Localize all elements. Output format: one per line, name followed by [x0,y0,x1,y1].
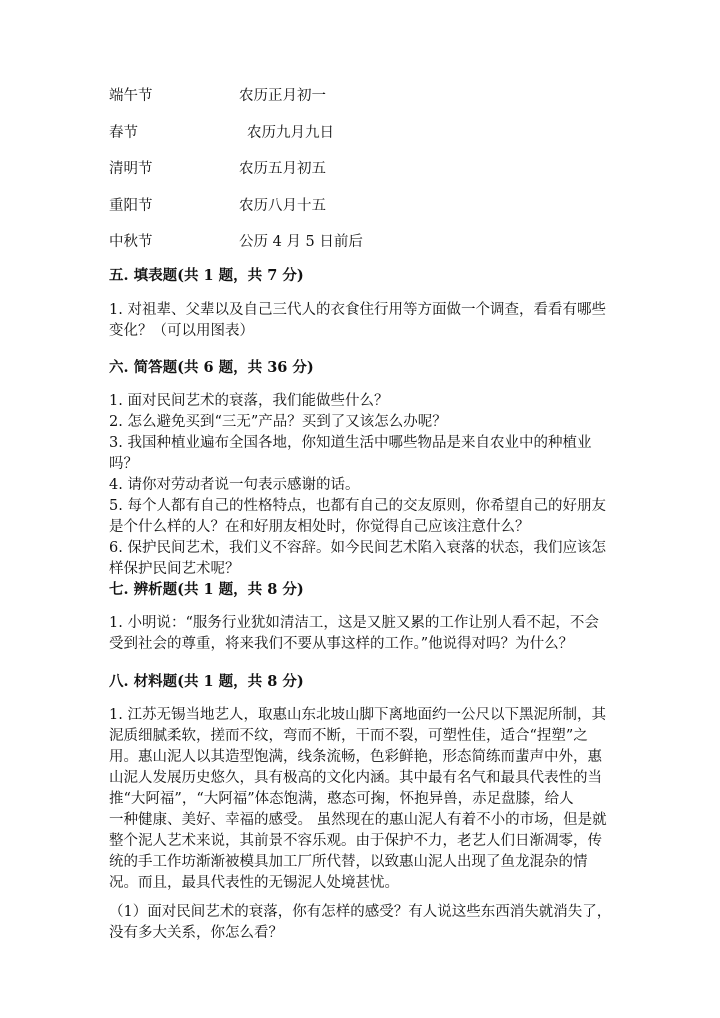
material-line: 泥质细腻柔软，搓而不纹，弯而不断，干而不裂，可塑性佳，适合“捏塑”之 [109,728,588,744]
question-line: （1）面对民间艺术的衰落，你有怎样的感受？有人说这些东西消失就消失了， [109,904,612,920]
question-line: 6. 保护民间艺术，我们义不容辞。如今民间艺术陷入衰落的状态，我们应该怎 [109,540,606,556]
section-8-material [109,705,614,894]
question-line: 4. 请你对劳动者说一句表示感谢的话。 [109,477,360,493]
festival-date: 公历 4 月 5 日前后 [239,234,363,251]
festival-name: 端午节 [109,88,153,104]
section-8-title: 八. 材料题(共 1 题，共 8 分) [109,673,304,690]
festival-date: 农历正月初一 [239,88,326,104]
question-line: 没有多大关系，你怎么看？ [109,925,283,941]
material-line: 一种健康、美好、幸福的感受。 虽然现在的惠山泥人有着不小的市场，但是就 [109,812,607,828]
festival-name: 中秋节 [109,234,153,251]
material-line: 用。惠山泥人以其造型饱满，线条流畅，色彩鲜艳，形态简练而蜚声中外，惠 [109,749,602,765]
matching-row [109,121,609,158]
question-line: 变化？（可以用图表） [109,323,254,339]
festival-name: 清明节 [109,161,153,178]
question-line: 3. 我国种植业遍布全国各地，你知道生活中哪些物品是来自农业中的种植业 [109,435,592,451]
material-line: 1. 江苏无锡当地艺人，取惠山东北坡山脚下离地面约一公尺以下黑泥所制，其 [109,707,606,723]
material-line: 山泥人发展历史悠久，具有极高的文化内涵。其中最有名气和最具代表性的当 [109,770,602,786]
matching-row [109,84,609,121]
material-line: 况。而且，最具代表性的无锡泥人处境甚忧。 [109,875,399,891]
question-line: 样保护民间艺术呢？ [109,561,240,577]
question-line: 是个什么样的人？在和好朋友相处时，你觉得自己应该注意什么？ [109,519,530,535]
section-7-question [109,613,614,655]
question-line: 5. 每个人都有自己的性格特点，也都有自己的交友原则，你希望自己的好朋友 [109,498,606,514]
question-line: 受到社会的尊重，将来我们不要从事这样的工作。”他说得对吗？为什么？ [109,636,574,652]
festival-matching-table [109,84,609,267]
festival-date: 农历九月九日 [247,124,334,141]
festival-date: 农历五月初五 [239,161,326,178]
material-line: 推“大阿福”，“大阿福”体态饱满，憨态可掬，怀抱异兽，赤足盘膝，给人 [109,791,574,807]
material-line: 统的手工作坊渐渐被模具加工厂所代替，以致惠山泥人出现了鱼龙混杂的情 [109,854,588,870]
festival-name: 春节 [109,124,138,141]
question-line: 1. 对祖辈、父辈以及自己三代人的衣食住行用等方面做一个调查，看看有哪些 [109,302,606,318]
material-line: 整个泥人艺术来说，其前景不容乐观。由于保护不力，老艺人们日渐凋零，传 [109,833,602,849]
question-line: 2. 怎么避免买到“三无”产品？买到了又该怎么办呢？ [109,414,447,430]
question-line: 1. 小明说：“服务行业犹如清洁工，这是又脏又累的工作让别人看不起，不会 [109,615,599,631]
section-6-title: 六. 简答题(共 6 题，共 36 分) [109,359,314,376]
section-5-question [109,300,614,342]
section-7-title: 七. 辨析题(共 1 题，共 8 分) [109,581,304,598]
matching-row [109,194,609,231]
matching-row [109,157,609,194]
question-line: 吗？ [109,456,138,472]
festival-name: 重阳节 [109,197,153,214]
question-line: 1. 面对民间艺术的衰落，我们能做些什么？ [109,393,389,409]
section-8-subquestion [109,902,614,944]
section-5-title: 五. 填表题(共 1 题，共 7 分) [109,267,304,284]
festival-date: 农历八月十五 [239,197,326,214]
matching-row [109,230,609,267]
section-6-questions [109,391,614,580]
